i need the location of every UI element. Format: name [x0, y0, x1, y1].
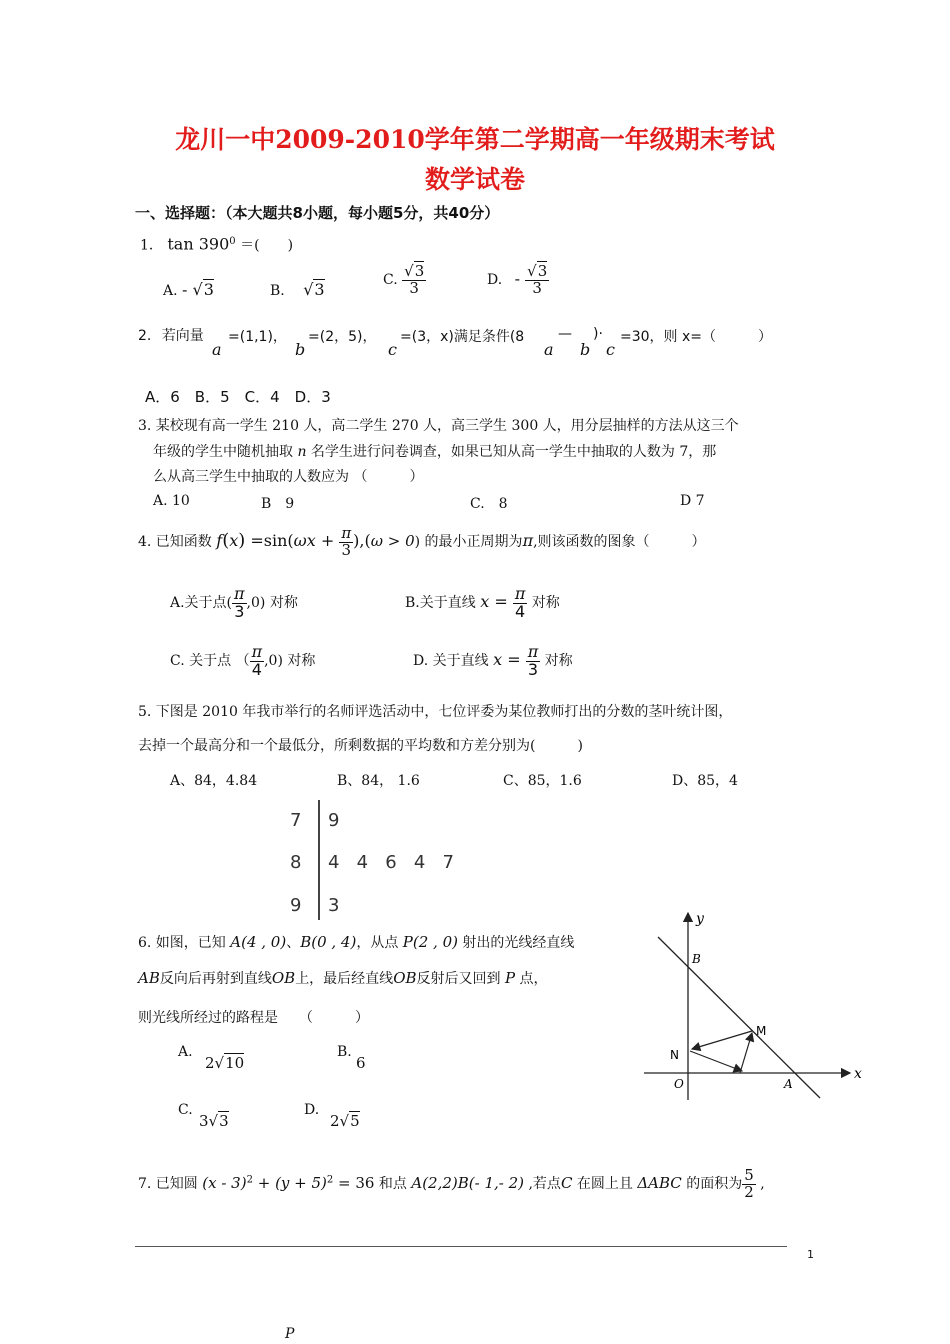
q3-line-1: 3. 某校现有高一学生 210 人，高二学生 270 人，高三学生 300 人，用分层抽样的方法从这三个: [138, 418, 739, 434]
section-heading: 一、选择题：（本大题共8小题，每小题5分，共40分）: [135, 204, 500, 222]
q5-option-c: C、85，1.6: [503, 773, 582, 789]
q5-option-b: B、84， 1.6: [337, 773, 420, 789]
q2-text: =(1,1)，: [228, 329, 287, 345]
question-4: 4. 已知函数 f(x) =sin(ωx + $\frac{\pi}{3}$ ),(ω > 0) 的最小正周期为π,则该函数的图象（ ）: [138, 524, 706, 559]
q6-option-d-label: D.: [304, 1102, 320, 1118]
fraction: $\frac{√3}{3}$: [404, 262, 425, 297]
q6-option-c-label: C.: [178, 1102, 193, 1118]
label-b: B: [692, 952, 701, 966]
q2-text: 若向量: [161, 328, 204, 344]
q2-text: =(3，x)满足条件(8: [400, 329, 525, 345]
exam-title: 龙川一中2009-2010学年第二学期高一年级期末考试: [175, 125, 775, 154]
q2-text: —: [558, 326, 572, 342]
label-y: y: [696, 911, 704, 927]
vector-a: a: [212, 340, 222, 359]
q6-line-1: 6. 如图，已知 A(4 , 0)、B(0 , 4)，从点 P(2 , 0) 射出的光线经直线: [138, 933, 575, 951]
leaves-8: 4 4 6 4 7: [328, 852, 454, 873]
q6-option-a-label: A.: [178, 1044, 193, 1060]
q6-option-d: 2√5: [330, 1112, 360, 1130]
light-reflection-figure: [640, 905, 870, 1105]
stem-9: 9: [290, 895, 302, 916]
fraction: $\frac{√3}{3}$: [527, 262, 548, 297]
line-ab: [658, 937, 820, 1098]
q3-option-a: A. 10: [153, 493, 190, 509]
q2-text: =(2，5)，: [308, 329, 377, 345]
q1-expr: tan 390: [167, 234, 230, 254]
q6-option-b: 6: [356, 1054, 366, 1072]
q1-number: 1．: [140, 237, 163, 254]
q1-option-c: [383, 264, 426, 296]
q6-line-2: AB反向后再射到直线OB上，最后经直线OB反射后又回到 P 点，: [138, 969, 548, 987]
q1-option-b: B. √3: [270, 280, 325, 299]
q5-line-2: 去掉一个最高分和一个最低分，所剩数据的平均数和方差分别为( ): [138, 738, 583, 754]
minus-sign: -: [182, 280, 193, 299]
leaves-9: 3: [328, 895, 340, 916]
q3-option-b: B 9: [261, 496, 295, 512]
q6-option-c: 3√3: [199, 1112, 229, 1130]
q2-text: =30，则 x=（ ）: [620, 329, 773, 345]
radicand: 3: [314, 280, 325, 299]
q4-option-d: D. 关于直线 x = $\frac{\pi}{3}$ 对称: [413, 642, 573, 679]
stem-7: 7: [290, 810, 302, 831]
vector-c: c: [388, 340, 397, 359]
stem-leaf-divider: [318, 800, 320, 920]
option-label: A.: [163, 283, 178, 299]
label-o: O: [674, 1077, 684, 1091]
label-n: N: [670, 1048, 679, 1062]
q3-line-3: 么从高三学生中抽取的人数应为 （ ）: [153, 469, 424, 485]
question-2: [138, 326, 204, 346]
leaves-7: 9: [328, 810, 340, 831]
ray-m-to-n: [692, 1031, 752, 1049]
stem-8: 8: [290, 852, 302, 873]
q6-line-3: 则光线所经过的路程是 （ ）: [138, 1010, 369, 1026]
q3-line-2: 年级的学生中随机抽取 n 名学生进行问卷调查，如果已知从高一学生中抽取的人数为 7，那: [153, 444, 717, 460]
label-a: A: [784, 1077, 793, 1091]
q4-option-a: A.关于点( $\frac{\pi}{3}$ ,0) 对称: [170, 584, 298, 621]
vector-b: b: [295, 340, 306, 359]
q5-option-a: A、84，4.84: [170, 773, 258, 789]
q1-option-d: D. - $\frac{√3}{3}$: [487, 262, 548, 297]
label-m: M: [756, 1024, 767, 1038]
q2-text: )·: [593, 326, 603, 342]
question-7: 7. 已知圆 $(x - 3)^2 + (y + 5)^2 = 36$ 和点 A(2,2)B(- 1,- 2) ,若点C 在圆上且 ΔABC 的面积为 $\frac{5}{2}$ ,: [138, 1166, 765, 1201]
ray-p-to-m: [740, 1033, 752, 1073]
option-label: D.: [487, 272, 503, 288]
label-x: x: [854, 1066, 862, 1082]
q4-option-b: B.关于直线 x = $\frac{\pi}{4}$ 对称: [405, 584, 560, 621]
radicand: 3: [203, 280, 214, 299]
stray-letter: P: [285, 1326, 295, 1342]
q5-option-d: D、85，4: [672, 773, 738, 789]
q5-line-1: 5. 下图是 2010 年我市举行的名师评选活动中，七位评委为某位教师打出的分数的茎叶统计图，: [138, 704, 733, 720]
q1-degree: 0: [229, 236, 236, 247]
q1-tail: ＝( ): [240, 237, 294, 254]
q4-option-c: C. 关于点 （ $\frac{\pi}{4}$ ,0) 对称: [170, 642, 316, 679]
question-1: [140, 232, 293, 256]
footer-rule: [135, 1246, 787, 1247]
exam-subtitle: 数学试卷: [424, 165, 525, 194]
q2-number: 2.: [138, 328, 152, 344]
q6-option-a: 2√10: [205, 1054, 245, 1072]
vector-b: b: [580, 340, 591, 359]
option-label: B.: [270, 283, 285, 299]
vector-a: a: [544, 340, 554, 359]
ray-n-to-p: [690, 1051, 742, 1071]
q3-option-d: D 7: [680, 493, 705, 509]
vector-c: c: [606, 340, 615, 359]
q1-option-a: A. - √3: [163, 280, 214, 299]
page-number: 1: [807, 1248, 814, 1261]
option-label: C.: [383, 272, 398, 288]
q2-answers: A．6 B．5 C．4 D．3: [145, 388, 331, 406]
q6-option-b-label: B.: [337, 1044, 352, 1060]
q3-option-c: C. 8: [470, 496, 508, 512]
